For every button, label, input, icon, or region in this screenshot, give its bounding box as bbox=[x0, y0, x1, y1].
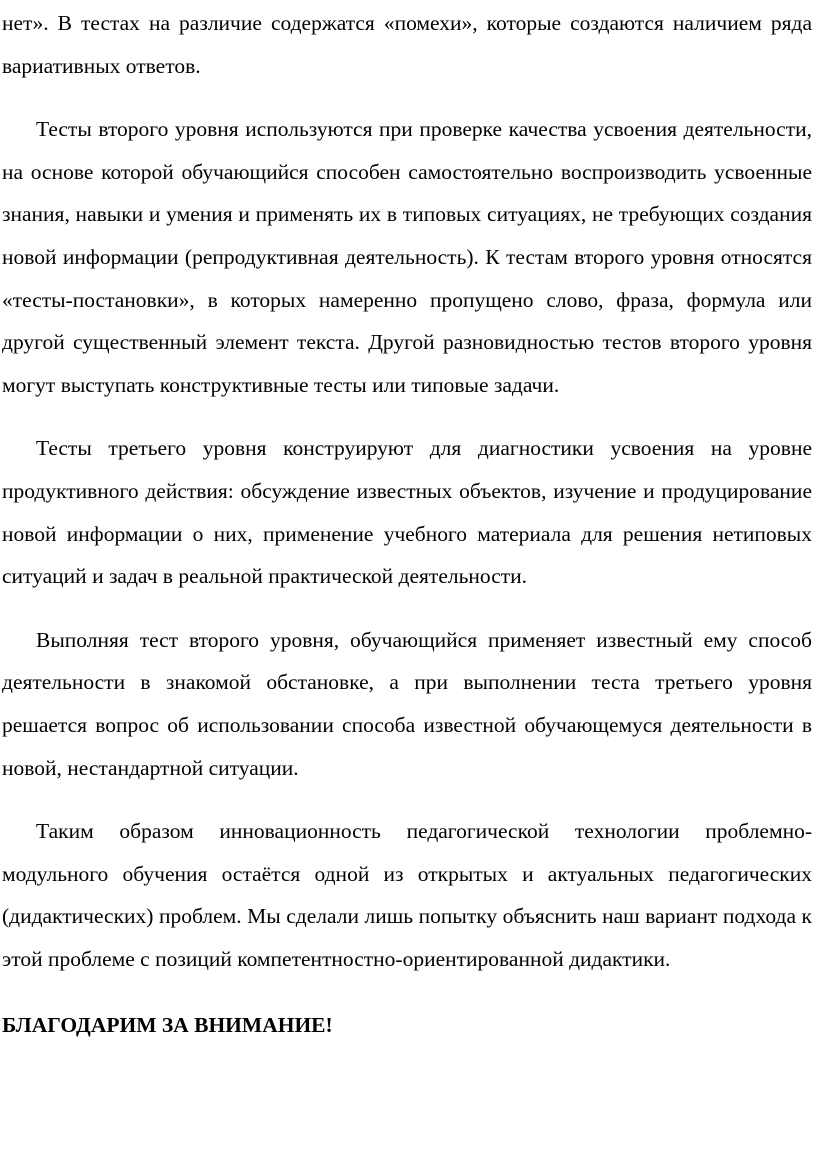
paragraph-conclusion: Таким образом инновационность педагогической технологии проблемно-модульного обучения остаётся одной из открытых и актуальных педагогических (дидактических) проблем. Мы сделали лишь попытку объяснить наш вариант подхода к этой проблеме с позиций компетентностно-ориентированной дидактики. bbox=[2, 819, 812, 971]
paragraph-continuation: нет». В тестах на различие содержатся «помехи», которые создаются наличием ряда вариативных ответов. bbox=[2, 11, 812, 78]
closing-heading: БЛАГОДАРИМ ЗА ВНИМАНИЕ! bbox=[2, 1013, 333, 1038]
paragraph-second-level-tests: Тесты второго уровня используются при проверке качества усвоения деятельности, на основе которой обучающийся способен самостоятельно воспроизводить усвоенные знания, навыки и умения и применять их в типовых ситуациях, не требующих создания новой информации (репродуктивная деятельность). К тестам второго уровня относятся «тесты-постановки», в которых намеренно пропущено слово, фраза, формула или другой существенный элемент текста. Другой разновидностью тестов второго уровня могут выступать конструктивные тесты или типовые задачи. bbox=[2, 117, 812, 397]
paragraph-comparison: Выполняя тест второго уровня, обучающийся применяет известный ему способ деятельности в знакомой обстановке, а при выполнении теста третьего уровня решается вопрос об использовании способа известной обучающемуся деятельности в новой, нестандартной ситуации. bbox=[2, 627, 812, 780]
paragraph-third-level-tests: Тесты третьего уровня конструируют для диагностики усвоения на уровне продуктивного действия: обсуждение известных объектов, изучение и продуцирование новой информации о них, применение учебного материала для решения нетиповых ситуаций и задач в реальной практической деятельности. bbox=[2, 436, 812, 589]
